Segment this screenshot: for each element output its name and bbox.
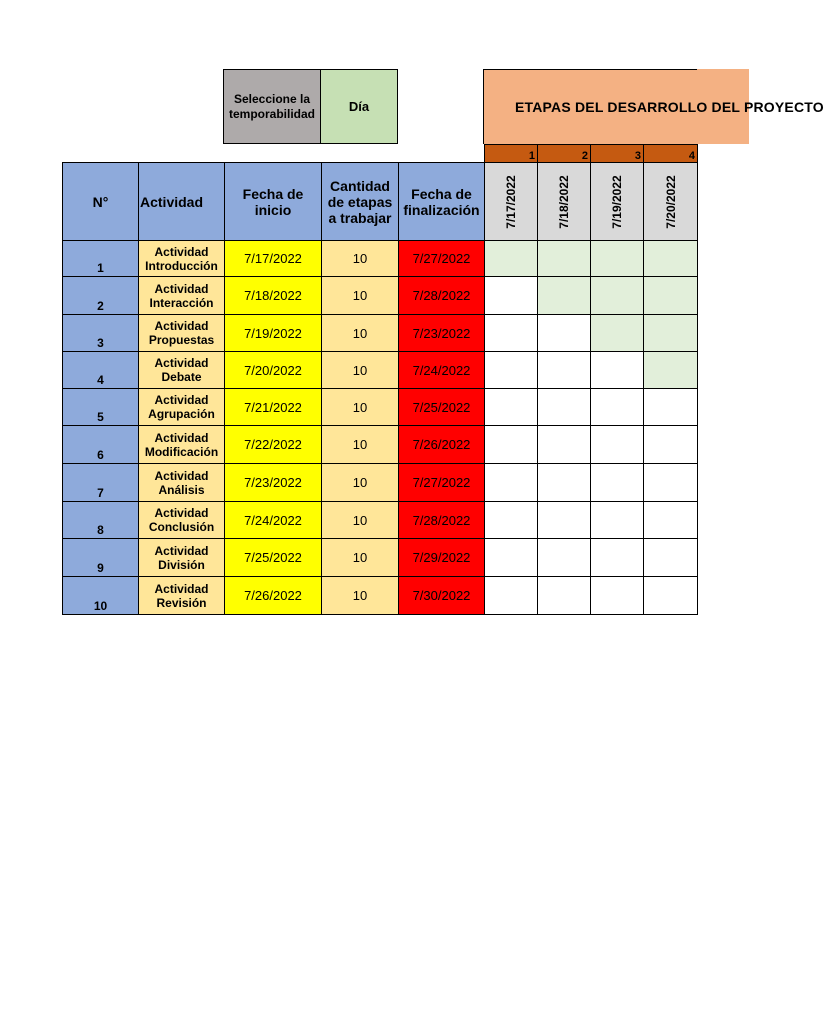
row-number[interactable]: 1 bbox=[63, 241, 139, 277]
gantt-cell-empty[interactable] bbox=[485, 502, 538, 539]
gantt-cell-empty[interactable] bbox=[644, 464, 698, 502]
gantt-cell-active[interactable] bbox=[644, 315, 698, 352]
date-label: 7/20/2022 bbox=[663, 174, 678, 229]
table-row bbox=[63, 464, 698, 502]
table-row bbox=[63, 241, 698, 277]
end-date-cell[interactable]: 7/28/2022 bbox=[399, 502, 485, 539]
gantt-cell-empty[interactable] bbox=[644, 577, 698, 615]
gantt-cell-empty[interactable] bbox=[591, 539, 644, 577]
gantt-cell-empty[interactable] bbox=[644, 426, 698, 464]
header-actividad: Actividad bbox=[139, 163, 225, 241]
stage-count-cell[interactable]: 10 bbox=[322, 315, 399, 352]
start-date-cell[interactable]: 7/21/2022 bbox=[225, 389, 322, 426]
end-date-cell[interactable]: 7/23/2022 bbox=[399, 315, 485, 352]
header-fin: Fecha de finalización bbox=[399, 163, 485, 241]
activity-cell[interactable]: Actividad Debate bbox=[139, 352, 225, 389]
gantt-cell-empty[interactable] bbox=[591, 502, 644, 539]
activity-cell[interactable]: Actividad División bbox=[139, 539, 225, 577]
stage-count-cell[interactable]: 10 bbox=[322, 502, 399, 539]
gantt-cell-active[interactable] bbox=[485, 241, 538, 277]
gantt-cell-active[interactable] bbox=[538, 277, 591, 315]
start-date-cell[interactable]: 7/17/2022 bbox=[225, 241, 322, 277]
stage-count-cell[interactable]: 10 bbox=[322, 577, 399, 615]
gantt-cell-empty[interactable] bbox=[591, 352, 644, 389]
stage-count-cell[interactable]: 10 bbox=[322, 389, 399, 426]
gantt-cell-empty[interactable] bbox=[538, 389, 591, 426]
end-date-cell[interactable]: 7/28/2022 bbox=[399, 277, 485, 315]
gantt-cell-empty[interactable] bbox=[538, 426, 591, 464]
activity-cell[interactable]: Actividad Introducción bbox=[139, 241, 225, 277]
stage-number: 1 bbox=[485, 145, 538, 163]
stage-number: 4 bbox=[644, 145, 698, 163]
row-number[interactable]: 9 bbox=[63, 539, 139, 577]
row-number[interactable]: 7 bbox=[63, 464, 139, 502]
header-inicio: Fecha de inicio bbox=[225, 163, 322, 241]
activity-cell[interactable]: Actividad Análisis bbox=[139, 464, 225, 502]
end-date-cell[interactable]: 7/27/2022 bbox=[399, 464, 485, 502]
start-date-cell[interactable]: 7/20/2022 bbox=[225, 352, 322, 389]
date-header bbox=[485, 163, 538, 241]
date-label: 7/17/2022 bbox=[504, 174, 518, 229]
table-row bbox=[63, 502, 698, 539]
end-date-cell[interactable]: 7/30/2022 bbox=[399, 577, 485, 615]
gantt-cell-empty[interactable] bbox=[485, 426, 538, 464]
gantt-cell-empty[interactable] bbox=[538, 502, 591, 539]
gantt-cell-empty[interactable] bbox=[485, 352, 538, 389]
stages-banner bbox=[483, 69, 824, 144]
start-date-cell[interactable]: 7/18/2022 bbox=[225, 277, 322, 315]
gantt-cell-empty[interactable] bbox=[591, 389, 644, 426]
header-n: N° bbox=[63, 163, 139, 241]
start-date-cell[interactable]: 7/25/2022 bbox=[225, 539, 322, 577]
gantt-cell-empty[interactable] bbox=[485, 577, 538, 615]
date-header bbox=[591, 163, 644, 241]
gantt-cell-empty[interactable] bbox=[591, 577, 644, 615]
start-date-cell[interactable]: 7/24/2022 bbox=[225, 502, 322, 539]
gantt-cell-active[interactable] bbox=[644, 277, 698, 315]
schedule-table bbox=[62, 144, 698, 615]
row-number[interactable]: 10 bbox=[63, 577, 139, 615]
date-label: 7/18/2022 bbox=[557, 174, 571, 229]
gantt-cell-empty[interactable] bbox=[538, 577, 591, 615]
activity-cell[interactable]: Actividad Agrupación bbox=[139, 389, 225, 426]
stage-count-cell[interactable]: 10 bbox=[322, 352, 399, 389]
start-date-cell[interactable]: 7/26/2022 bbox=[225, 577, 322, 615]
table-row bbox=[63, 352, 698, 389]
end-date-cell[interactable]: 7/29/2022 bbox=[399, 539, 485, 577]
header-row bbox=[63, 163, 698, 241]
gantt-cell-active[interactable] bbox=[591, 315, 644, 352]
stage-number: 3 bbox=[591, 145, 644, 163]
table-row bbox=[63, 539, 698, 577]
activity-cell[interactable]: Actividad Revisión bbox=[139, 577, 225, 615]
gantt-cell-empty[interactable] bbox=[538, 464, 591, 502]
gantt-cell-active[interactable] bbox=[644, 352, 698, 389]
date-header bbox=[644, 163, 698, 241]
gantt-cell-empty[interactable] bbox=[485, 464, 538, 502]
gantt-cell-active[interactable] bbox=[644, 241, 698, 277]
row-number[interactable]: 3 bbox=[63, 315, 139, 352]
gantt-cell-empty[interactable] bbox=[485, 277, 538, 315]
activity-cell[interactable]: Actividad Interacción bbox=[139, 277, 225, 315]
stage-number: 2 bbox=[538, 145, 591, 163]
stage-count-cell[interactable]: 10 bbox=[322, 539, 399, 577]
activity-cell[interactable]: Actividad Conclusión bbox=[139, 502, 225, 539]
gantt-cell-active[interactable] bbox=[538, 241, 591, 277]
start-date-cell[interactable]: 7/19/2022 bbox=[225, 315, 322, 352]
header-cantidad: Cantidad de etapas a trabajar bbox=[322, 163, 399, 241]
banner-title: ETAPAS DEL DESARROLLO DEL PROYECTO bbox=[515, 98, 824, 115]
gantt-cell-empty[interactable] bbox=[644, 502, 698, 539]
gantt-cell-empty[interactable] bbox=[538, 352, 591, 389]
stage-count-cell[interactable]: 10 bbox=[322, 426, 399, 464]
end-date-cell[interactable]: 7/25/2022 bbox=[399, 389, 485, 426]
end-date-cell[interactable]: 7/26/2022 bbox=[399, 426, 485, 464]
gantt-cell-active[interactable] bbox=[591, 241, 644, 277]
row-number[interactable]: 5 bbox=[63, 389, 139, 426]
table-row bbox=[63, 277, 698, 315]
gantt-cell-empty[interactable] bbox=[485, 539, 538, 577]
gantt-cell-empty[interactable] bbox=[538, 539, 591, 577]
gantt-cell-empty[interactable] bbox=[591, 426, 644, 464]
table-row bbox=[63, 577, 698, 615]
gantt-cell-empty[interactable] bbox=[591, 464, 644, 502]
end-date-cell[interactable]: 7/27/2022 bbox=[399, 241, 485, 277]
row-number[interactable]: 8 bbox=[63, 502, 139, 539]
row-number[interactable]: 4 bbox=[63, 352, 139, 389]
temporality-select[interactable]: Día bbox=[320, 69, 398, 144]
gantt-cell-empty[interactable] bbox=[644, 539, 698, 577]
row-number[interactable]: 2 bbox=[63, 277, 139, 315]
end-date-cell[interactable]: 7/24/2022 bbox=[399, 352, 485, 389]
table-row bbox=[63, 389, 698, 426]
activity-cell[interactable]: Actividad Propuestas bbox=[139, 315, 225, 352]
stage-count-cell[interactable]: 10 bbox=[322, 277, 399, 315]
table-row bbox=[63, 315, 698, 352]
date-label: 7/19/2022 bbox=[610, 174, 624, 229]
start-date-cell[interactable]: 7/22/2022 bbox=[225, 426, 322, 464]
activity-cell[interactable]: Actividad Modificación bbox=[139, 426, 225, 464]
gantt-cell-empty[interactable] bbox=[538, 315, 591, 352]
gantt-cell-empty[interactable] bbox=[485, 389, 538, 426]
gantt-cell-empty[interactable] bbox=[485, 315, 538, 352]
gantt-cell-empty[interactable] bbox=[644, 389, 698, 426]
date-header bbox=[538, 163, 591, 241]
timeline-number-row bbox=[63, 145, 698, 163]
stage-count-cell[interactable]: 10 bbox=[322, 464, 399, 502]
gantt-cell-active[interactable] bbox=[591, 277, 644, 315]
row-number[interactable]: 6 bbox=[63, 426, 139, 464]
temporality-label: Seleccione la temporabilidad bbox=[223, 69, 321, 144]
start-date-cell[interactable]: 7/23/2022 bbox=[225, 464, 322, 502]
table-row bbox=[63, 426, 698, 464]
stage-count-cell[interactable]: 10 bbox=[322, 241, 399, 277]
